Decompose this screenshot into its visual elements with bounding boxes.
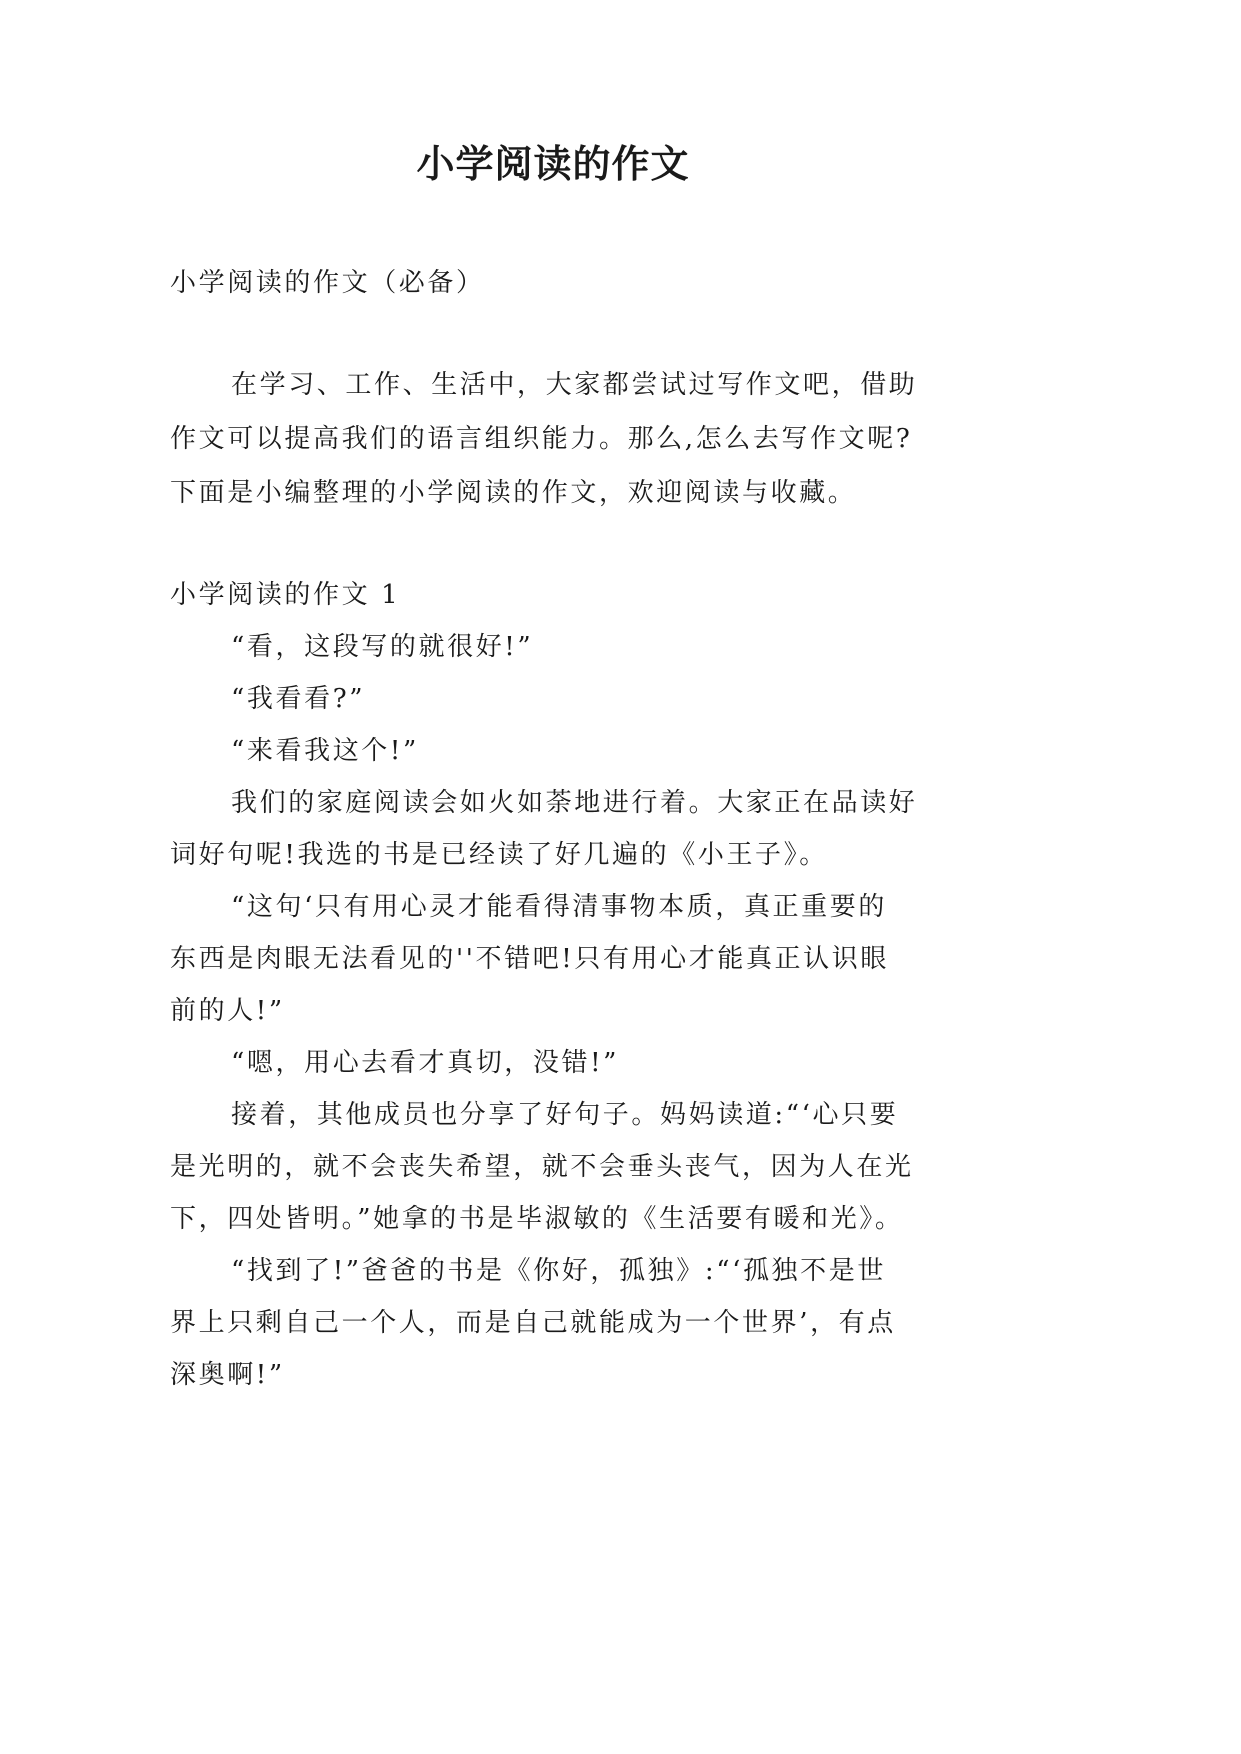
body-line-12: 下，四处皆明。”她拿的书是毕淑敏的《生活要有暖和光》。 (170, 1204, 904, 1234)
document-subtitle: 小学阅读的作文（必备） (170, 268, 485, 298)
body-line-7: 东西是肉眼无法看见的''不错吧!只有用心才能真正认识眼 (170, 944, 889, 974)
body-line-1: “看，这段写的就很好!” (231, 632, 534, 662)
body-line-9: “嗯，用心去看才真切，没错!” (231, 1048, 620, 1078)
document-title: 小学阅读的作文 (416, 141, 690, 186)
body-line-2: “我看看?” (231, 684, 366, 714)
intro-line-2: 作文可以提高我们的语言组织能力。那么,怎么去写作文呢? (170, 424, 913, 454)
body-line-5: 词好句呢!我选的书是已经读了好几遍的《小王子》。 (170, 840, 828, 870)
body-line-3: “来看我这个!” (231, 736, 419, 766)
body-line-15: 深奥啊!” (170, 1360, 285, 1390)
intro-line-3: 下面是小编整理的小学阅读的作文，欢迎阅读与收藏。 (170, 478, 857, 508)
body-line-8: 前的人!” (170, 996, 285, 1026)
body-line-6: “这句‘只有用心灵才能看得清事物本质，真正重要的 (231, 892, 887, 922)
section-heading: 小学阅读的作文 1 (170, 580, 401, 610)
body-line-10: 接着，其他成员也分享了好句子。妈妈读道:“‘心只要 (231, 1100, 899, 1130)
body-line-4: 我们的家庭阅读会如火如荼地进行着。大家正在品读好 (231, 788, 918, 818)
body-line-14: 界上只剩自己一个人，而是自己就能成为一个世界’，有点 (170, 1308, 896, 1338)
intro-line-1: 在学习、工作、生活中，大家都尝试过写作文吧，借助 (231, 370, 918, 400)
body-line-13: “找到了!”爸爸的书是《你好，孤独》:“‘孤独不是世 (231, 1256, 886, 1286)
body-line-11: 是光明的，就不会丧失希望，就不会垂头丧气，因为人在光 (170, 1152, 914, 1182)
